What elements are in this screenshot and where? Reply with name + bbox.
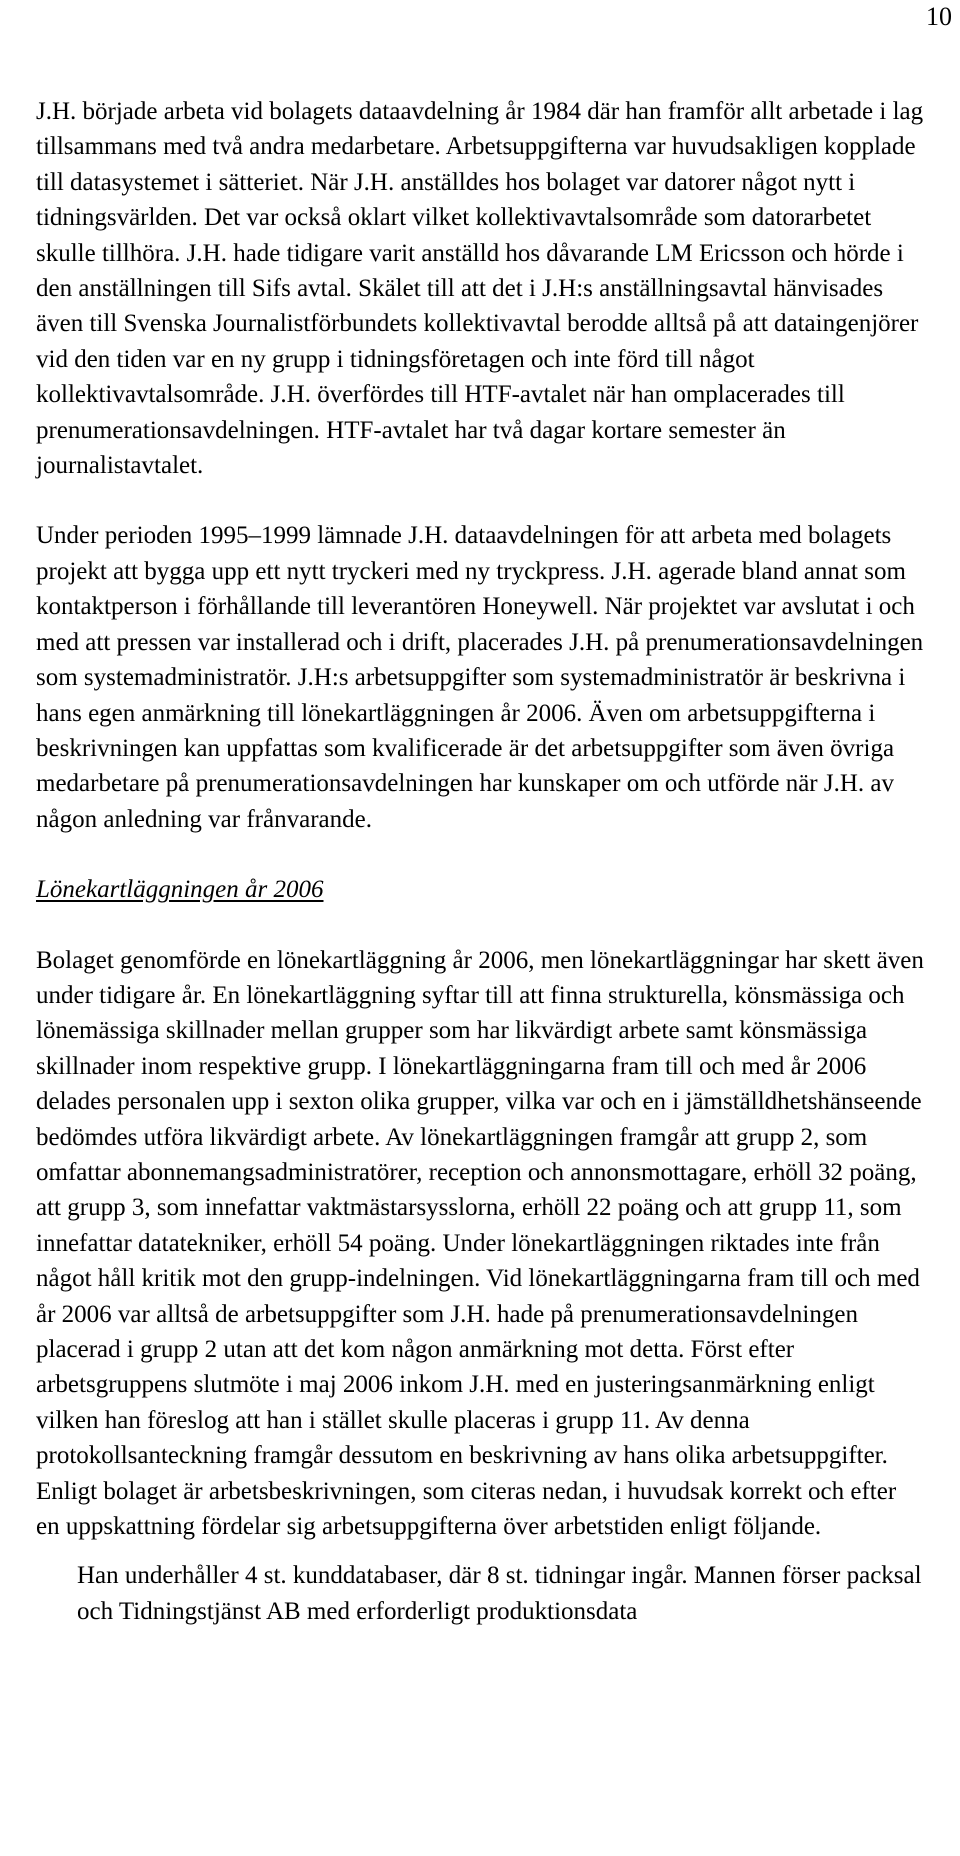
- paragraph-spacer: [36, 908, 924, 943]
- paragraph-spacer: [36, 837, 924, 872]
- paragraph-spacer: [36, 483, 924, 518]
- page-number: 10: [926, 2, 952, 31]
- paragraph-salary-survey: Bolaget genomförde en lönekartläggning år 2006, men lönekartläggningar har skett även under tidigare år. En lönekartläggning syftar till att finna strukturella, könsmässiga och lönemässiga skillnader mellan grupper som har likvärdigt arbete samt könsmässiga skillnader inom respektive grupp. I lönekartläggningarna fram till och med år 2006 delades personalen upp i sexton olika grupper, vilka var och en i jämställdhetshänseende bedömdes utföra likvärdigt arbete. Av lönekartläggningen framgår att grupp 2, som omfattar abonnemangsadministratörer, reception och annonsmottagare, erhöll 32 poäng, att grupp 3, som innefattar vaktmästarsysslorna, erhöll 22 poäng och att grupp 11, som innefattar datatekniker, erhöll 54 poäng. Under lönekartläggningen riktades inte från något håll kritik mot den grupp-indelningen. Vid lönekartläggningarna fram till och med år 2006 var alltså de arbetsuppgifter som J.H. hade på prenumerationsavdelningen placerad i grupp 2 utan att det kom någon anmärkning mot detta. Först efter arbetsgruppens slutmöte i maj 2006 inkom J.H. med en justeringsanmärkning enligt vilken han föreslog att han i stället skulle placeras i grupp 11. Av denna protokollsanteckning framgår dessutom en beskrivning av hans olika arbetsuppgifter. Enligt bolaget är arbetsbeskrivningen, som citeras nedan, i huvudsak korrekt och efter en uppskattning fördelar sig arbetsuppgifterna över arbetstiden enligt följande.: [36, 946, 924, 1541]
- section-heading: Lönekartläggningen år 2006: [36, 876, 324, 904]
- paragraph-printing-project: Under perioden 1995–1999 lämnade J.H. dataavdelningen för att arbeta med bolagets projekt att bygga upp ett nytt tryckeri med ny tryckpress. J.H. agerade bland annat som kontaktperson i förhållande till leverantören Honeywell. När projektet var avslutat i och med att pressen var installerad och i drift, placerades J.H. på prenumerationsavdelningen som systemadministratör. J.H:s arbetsuppgifter som systemadministratör är beskrivna i hans egen anmärkning till lönekartläggningen år 2006. Även om arbetsuppgifterna i beskrivningen kan uppfattas som kvalificerade är det arbetsuppgifter som även övriga medarbetare på prenumerationsavdelningen har kunskaper om och utförde när J.H. av någon anledning var frånvarande.: [36, 522, 924, 833]
- paragraph-employment-history: J.H. började arbeta vid bolagets dataavdelning år 1984 där han framför allt arbetade i lag tillsammans med två andra medarbetare. Arbetsuppgifterna var huvudsakligen kopplade till datasystemet i sätteriet. När J.H. anställdes hos bolaget var datorer något nytt i tidningsvärlden. Det var också oklart vilket kollektivavtalsområde som datorarbetet skulle tillhöra. J.H. hade tidigare varit anställd hos dåvarande LM Ericsson och hörde i den anställningen till Sifs avtal. Skälet till att det i J.H:s anställningsavtal hänvisades även till Svenska Journalistförbundets kollektivavtal berodde alltså på att dataingenjörer vid den tiden var en ny grupp i tidningsföretagen och inte förd till något kollektivavtalsområde. J.H. överfördes till HTF-avtalet när han omplacerades till prenumerationsavdelningen. HTF-avtalet har två dagar kortare semester än journalistavtalet.: [36, 98, 924, 480]
- document-body: [36, 94, 924, 1629]
- quoted-job-description: Han underhåller 4 st. kunddatabaser, där 8 st. tidningar ingår. Mannen förser packsal och Tidningstjänst AB med erforderligt produktionsdata: [77, 1562, 922, 1625]
